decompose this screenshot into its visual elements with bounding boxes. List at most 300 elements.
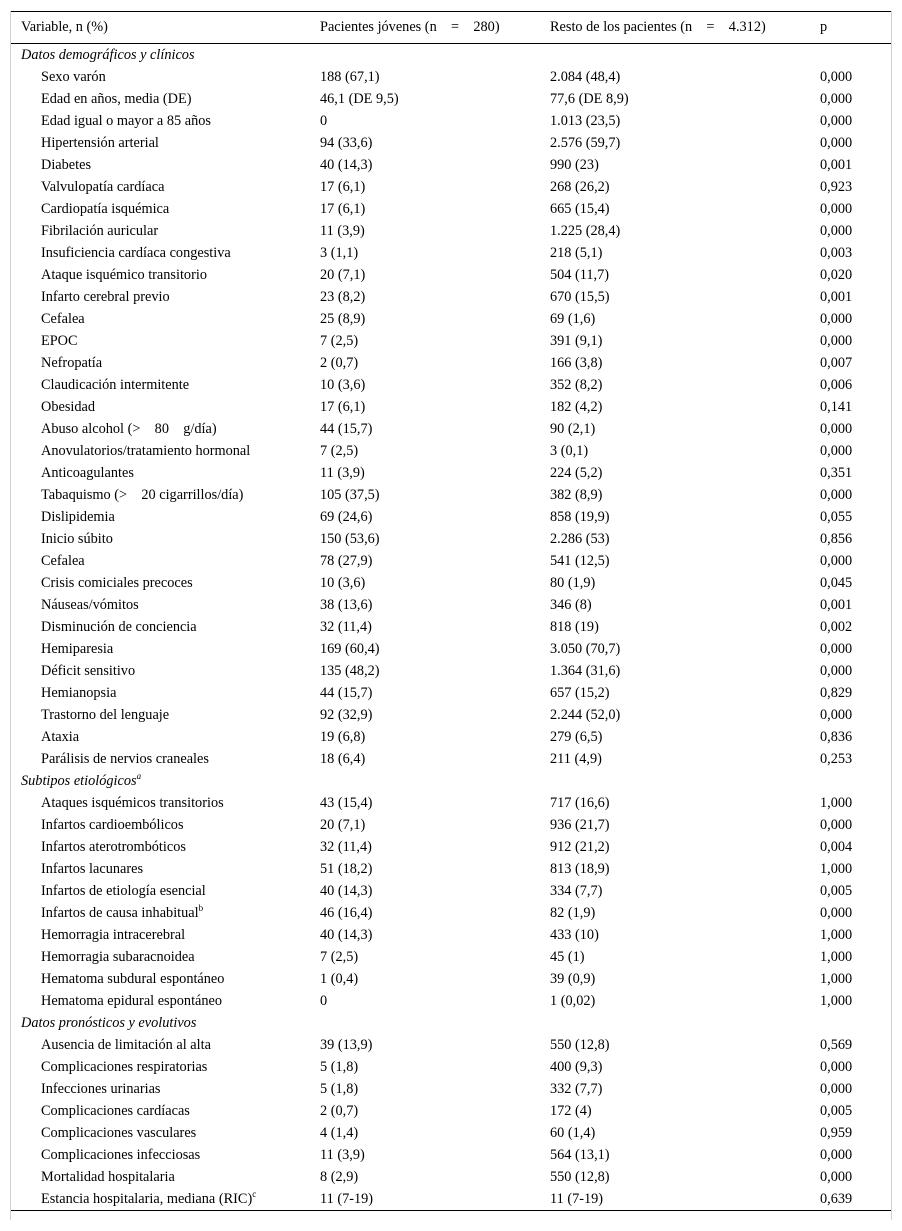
variable-label: Complicaciones infecciosas (41, 1147, 201, 1163)
variable-label: Infartos cardioembólicos (41, 817, 184, 833)
rest-patients-cell: 2.576 (59,7) (550, 135, 621, 151)
rest-patients-cell: 550 (12,8) (550, 1169, 610, 1185)
rest-patients-cell: 400 (9,3) (550, 1059, 603, 1075)
young-patients-cell: 7 (2,5) (320, 949, 359, 965)
young-patients-cell: 19 (6,8) (320, 729, 366, 745)
variable-label: Complicaciones cardíacas (41, 1103, 190, 1119)
rest-patients-cell: 172 (4) (550, 1103, 592, 1119)
p-value-cell: 0,006 (820, 377, 853, 393)
rest-patients-cell: 77,6 (DE 8,9) (550, 91, 629, 107)
variable-cell (11, 990, 310, 1012)
variable-label: Fibrilación auricular (41, 223, 159, 239)
rest-patients-cell: 1.013 (23,5) (550, 113, 621, 129)
table-row (11, 220, 891, 242)
p-value-cell: 1,000 (820, 795, 853, 811)
p-value-cell: 0,141 (820, 399, 853, 415)
young-patients-cell: 38 (13,6) (320, 597, 373, 613)
young-patients-cell: 43 (15,4) (320, 795, 373, 811)
variable-cell (11, 264, 310, 286)
rest-patients-cell: 60 (1,4) (550, 1125, 596, 1141)
young-patients-cell: 135 (48,2) (320, 663, 380, 679)
variable-label: Hemorragia subaracnoidea (41, 949, 195, 965)
table-row (11, 726, 891, 748)
p-value-cell: 0,000 (820, 905, 853, 921)
rest-patients-cell: 90 (2,1) (550, 421, 596, 437)
variable-cell (11, 836, 310, 858)
young-patients-cell: 5 (1,8) (320, 1081, 359, 1097)
rest-patients-cell: 1 (0,02) (550, 993, 596, 1009)
variable-cell (11, 110, 310, 132)
header-row (11, 12, 891, 44)
table-row (11, 946, 891, 968)
variable-cell (11, 220, 310, 242)
table-row (11, 704, 891, 726)
variable-label: Abuso alcohol (> 80 g/día) (41, 421, 217, 437)
p-value-cell: 0,569 (820, 1037, 853, 1053)
variable-label: Inicio súbito (41, 531, 113, 547)
rest-patients-cell: 564 (13,1) (550, 1147, 610, 1163)
young-patients-cell: 32 (11,4) (320, 619, 372, 635)
young-patients-cell: 32 (11,4) (320, 839, 372, 855)
p-value-cell: 1,000 (820, 993, 853, 1009)
variable-label: Dislipidemia (41, 509, 115, 525)
variable-cell (11, 88, 310, 110)
table-row (11, 924, 891, 946)
young-patients-cell: 0 (320, 993, 328, 1009)
p-value-cell: 0,007 (820, 355, 853, 371)
p-value-cell: 1,000 (820, 971, 853, 987)
table-row (11, 132, 891, 154)
p-value-cell: 0,020 (820, 267, 853, 283)
variable-cell (11, 638, 310, 660)
young-patients-cell: 44 (15,7) (320, 685, 373, 701)
p-value-cell: 0,000 (820, 69, 853, 85)
p-value-cell: 0,001 (820, 597, 853, 613)
variable-label: Nefropatía (41, 355, 103, 371)
table-row (11, 242, 891, 264)
variable-label: Infartos de causa inhabitual (41, 905, 199, 921)
variable-label: Infarto cerebral previo (41, 289, 170, 305)
table-row (11, 66, 891, 88)
table-row (11, 462, 891, 484)
section-title-cell (11, 44, 891, 67)
table-row (11, 990, 891, 1012)
variable-label: Edad en años, media (DE) (41, 91, 192, 107)
header-p-value: p (810, 12, 891, 44)
variable-cell (11, 704, 310, 726)
variable-label: Déficit sensitivo (41, 663, 136, 679)
variable-cell (11, 528, 310, 550)
variable-label: EPOC (41, 333, 78, 349)
variable-label: Cardiopatía isquémica (41, 201, 170, 217)
p-value-cell: 0,923 (820, 179, 853, 195)
table-row (11, 902, 891, 924)
p-value-cell: 0,351 (820, 465, 853, 481)
variable-cell (11, 660, 310, 682)
p-value-cell: 0,000 (820, 641, 853, 657)
variable-cell (11, 176, 310, 198)
p-value-cell: 0,004 (820, 839, 853, 855)
young-patients-cell: 105 (37,5) (320, 487, 380, 503)
rest-patients-cell: 665 (15,4) (550, 201, 610, 217)
variable-label: Disminución de conciencia (41, 619, 197, 635)
table-row (11, 1100, 891, 1122)
section-header-row (11, 44, 891, 67)
section-title: Datos demográficos y clínicos (21, 47, 195, 63)
variable-label: Anovulatorios/tratamiento hormonal (41, 443, 251, 459)
p-value-cell: 0,005 (820, 883, 853, 899)
variable-label: Edad igual o mayor a 85 años (41, 113, 211, 129)
p-value-cell: 0,000 (820, 333, 853, 349)
young-patients-cell: 0 (320, 113, 328, 129)
table-row (11, 1144, 891, 1166)
rest-patients-cell: 45 (1) (550, 949, 585, 965)
header-young-patients: Pacientes jóvenes (n = 280) (310, 12, 540, 44)
variable-cell (11, 132, 310, 154)
variable-label: Hemiparesia (41, 641, 114, 657)
p-value-cell: 0,253 (820, 751, 853, 767)
variable-cell (11, 1078, 310, 1100)
young-patients-cell: 169 (60,4) (320, 641, 380, 657)
header-rest-patients: Resto de los pacientes (n = 4.312) (540, 12, 810, 44)
p-value-cell: 0,000 (820, 311, 853, 327)
rest-patients-cell: 550 (12,8) (550, 1037, 610, 1053)
variable-cell (11, 506, 310, 528)
rest-patients-cell: 346 (8) (550, 597, 592, 613)
young-patients-cell: 92 (32,9) (320, 707, 373, 723)
rest-patients-cell: 541 (12,5) (550, 553, 610, 569)
variable-label: Hipertensión arterial (41, 135, 159, 151)
variable-cell (11, 462, 310, 484)
p-value-cell: 0,000 (820, 135, 853, 151)
rest-patients-cell: 166 (3,8) (550, 355, 603, 371)
table-row (11, 1034, 891, 1056)
variable-label: Complicaciones vasculares (41, 1125, 197, 1141)
variable-cell (11, 924, 310, 946)
rest-patients-cell: 211 (4,9) (550, 751, 602, 767)
rest-patients-cell: 818 (19) (550, 619, 599, 635)
variable-cell (11, 1166, 310, 1188)
variable-label: Crisis comiciales precoces (41, 575, 193, 591)
variable-cell (11, 594, 310, 616)
data-table-container (11, 11, 891, 1211)
variable-cell (11, 550, 310, 572)
p-value-cell: 0,856 (820, 531, 853, 547)
variable-cell (11, 572, 310, 594)
young-patients-cell: 11 (3,9) (320, 1147, 365, 1163)
rest-patients-cell: 1.364 (31,6) (550, 663, 621, 679)
variable-label: Náuseas/vómitos (41, 597, 139, 613)
footnote-marker: a (136, 771, 142, 782)
p-value-cell: 0,000 (820, 113, 853, 129)
p-value-cell: 0,000 (820, 1059, 853, 1075)
p-value-cell: 0,055 (820, 509, 853, 525)
young-patients-cell: 5 (1,8) (320, 1059, 359, 1075)
variable-label: Hemianopsia (41, 685, 117, 701)
table-row (11, 286, 891, 308)
variable-label: Tabaquismo (> 20 cigarrillos/día) (41, 487, 244, 503)
table-row (11, 528, 891, 550)
table-row (11, 836, 891, 858)
variable-label: Mortalidad hospitalaria (41, 1169, 175, 1185)
table-row (11, 308, 891, 330)
variable-label: Insuficiencia cardíaca congestiva (41, 245, 231, 261)
rest-patients-cell: 717 (16,6) (550, 795, 610, 811)
young-patients-cell: 40 (14,3) (320, 927, 373, 943)
variable-cell (11, 1056, 310, 1078)
p-value-cell: 0,000 (820, 1081, 853, 1097)
table-row (11, 748, 891, 770)
p-value-cell: 0,000 (820, 487, 853, 503)
variable-cell (11, 198, 310, 220)
variable-cell (11, 682, 310, 704)
young-patients-cell: 94 (33,6) (320, 135, 373, 151)
footnote-marker: c (252, 1189, 257, 1200)
table-row (11, 660, 891, 682)
rest-patients-cell: 218 (5,1) (550, 245, 603, 261)
p-value-cell: 0,000 (820, 707, 853, 723)
p-value-cell: 0,005 (820, 1103, 853, 1119)
variable-label: Anticoagulantes (41, 465, 134, 481)
young-patients-cell: 3 (1,1) (320, 245, 359, 261)
table-row (11, 968, 891, 990)
rest-patients-cell: 39 (0,9) (550, 971, 596, 987)
section-title: Datos pronósticos y evolutivos (21, 1015, 197, 1031)
young-patients-cell: 7 (2,5) (320, 333, 359, 349)
rest-patients-cell: 936 (21,7) (550, 817, 610, 833)
table-row (11, 858, 891, 880)
variable-label: Ataques isquémicos transitorios (41, 795, 224, 811)
rest-patients-cell: 990 (23) (550, 157, 599, 173)
rest-patients-cell: 912 (21,2) (550, 839, 610, 855)
variable-cell (11, 440, 310, 462)
table-row (11, 440, 891, 462)
young-patients-cell: 10 (3,6) (320, 377, 366, 393)
table-row (11, 330, 891, 352)
variable-cell (11, 880, 310, 902)
table-row (11, 352, 891, 374)
rest-patients-cell: 657 (15,2) (550, 685, 610, 701)
young-patients-cell: 1 (0,4) (320, 971, 359, 987)
p-value-cell: 0,000 (820, 223, 853, 239)
p-value-cell: 0,000 (820, 553, 853, 569)
variable-label: Diabetes (41, 157, 92, 173)
rest-patients-cell: 80 (1,9) (550, 575, 596, 591)
rest-patients-cell: 382 (8,9) (550, 487, 603, 503)
table-row (11, 572, 891, 594)
rest-patients-cell: 2.084 (48,4) (550, 69, 621, 85)
table-row (11, 1122, 891, 1144)
variable-label: Ausencia de limitación al alta (41, 1037, 211, 1053)
table-row (11, 396, 891, 418)
rest-patients-cell: 268 (26,2) (550, 179, 610, 195)
section-title-cell (11, 770, 891, 792)
p-value-cell: 0,000 (820, 663, 853, 679)
rest-patients-cell: 1.225 (28,4) (550, 223, 621, 239)
data-table (11, 11, 891, 1211)
young-patients-cell: 39 (13,9) (320, 1037, 373, 1053)
table-row (11, 176, 891, 198)
young-patients-cell: 2 (0,7) (320, 1103, 359, 1119)
table-row (11, 1078, 891, 1100)
p-value-cell: 0,003 (820, 245, 853, 261)
variable-label: Cefalea (41, 311, 85, 327)
rest-patients-cell: 82 (1,9) (550, 905, 596, 921)
variable-label: Hemorragia intracerebral (41, 927, 186, 943)
table-header (11, 12, 891, 44)
variable-label: Infecciones urinarias (41, 1081, 161, 1097)
variable-cell (11, 858, 310, 880)
variable-cell (11, 286, 310, 308)
table-row (11, 1166, 891, 1188)
young-patients-cell: 51 (18,2) (320, 861, 373, 877)
variable-label: Obesidad (41, 399, 95, 415)
young-patients-cell: 11 (3,9) (320, 223, 365, 239)
rest-patients-cell: 11 (7-19) (540, 1188, 810, 1211)
table-row (11, 264, 891, 286)
table-row (11, 484, 891, 506)
variable-cell (11, 1034, 310, 1056)
p-value-cell: 0,002 (820, 619, 853, 635)
rest-patients-cell: 334 (7,7) (550, 883, 603, 899)
variable-cell (11, 308, 310, 330)
rest-patients-cell: 3.050 (70,7) (550, 641, 621, 657)
p-value-cell: 1,000 (820, 949, 853, 965)
variable-cell (11, 1100, 310, 1122)
variable-label: Infartos de etiología esencial (41, 883, 206, 899)
variable-cell (11, 1122, 310, 1144)
variable-cell (11, 374, 310, 396)
variable-cell (11, 418, 310, 440)
rest-patients-cell: 224 (5,2) (550, 465, 603, 481)
section-title-cell (11, 1012, 891, 1034)
variable-label: Infartos lacunares (41, 861, 144, 877)
header-variable: Variable, n (%) (11, 12, 310, 44)
young-patients-cell: 25 (8,9) (320, 311, 366, 327)
variable-label: Sexo varón (41, 69, 106, 85)
table-body (11, 44, 891, 1211)
young-patients-cell: 11 (3,9) (320, 465, 365, 481)
young-patients-cell: 23 (8,2) (320, 289, 366, 305)
table-row (11, 814, 891, 836)
young-patients-cell: 20 (7,1) (320, 267, 366, 283)
variable-cell (11, 330, 310, 352)
p-value-cell: 0,836 (820, 729, 853, 745)
rest-patients-cell: 69 (1,6) (550, 311, 596, 327)
young-patients-cell: 17 (6,1) (320, 179, 366, 195)
p-value-cell: 0,000 (820, 91, 853, 107)
p-value-cell: 0,959 (820, 1125, 853, 1141)
table-row (11, 418, 891, 440)
table-row (11, 638, 891, 660)
variable-label: Trastorno del lenguaje (41, 707, 170, 723)
variable-cell (11, 352, 310, 374)
rest-patients-cell: 391 (9,1) (550, 333, 603, 349)
variable-label: Ataque isquémico transitorio (41, 267, 207, 283)
table-row (11, 594, 891, 616)
young-patients-cell: 4 (1,4) (320, 1125, 359, 1141)
young-patients-cell: 150 (53,6) (320, 531, 380, 547)
variable-cell (11, 154, 310, 176)
rest-patients-cell: 504 (11,7) (550, 267, 610, 283)
variable-cell (11, 484, 310, 506)
young-patients-cell: 2 (0,7) (320, 355, 359, 371)
variable-cell (11, 968, 310, 990)
young-patients-cell: 78 (27,9) (320, 553, 373, 569)
young-patients-cell: 11 (7-19) (310, 1188, 540, 1211)
rest-patients-cell: 2.286 (53) (550, 531, 610, 547)
table-row (11, 550, 891, 572)
variable-label: Claudicación intermitente (41, 377, 190, 393)
young-patients-cell: 44 (15,7) (320, 421, 373, 437)
young-patients-cell: 8 (2,9) (320, 1169, 359, 1185)
rest-patients-cell: 670 (15,5) (550, 289, 610, 305)
rest-patients-cell: 813 (18,9) (550, 861, 610, 877)
table-row (11, 880, 891, 902)
table-row (11, 1188, 891, 1211)
variable-cell (11, 726, 310, 748)
variable-cell (11, 1188, 310, 1211)
rest-patients-cell: 332 (7,7) (550, 1081, 603, 1097)
young-patients-cell: 17 (6,1) (320, 201, 366, 217)
p-value-cell: 0,045 (820, 575, 853, 591)
variable-label: Valvulopatía cardíaca (41, 179, 165, 195)
p-value-cell: 0,639 (810, 1188, 891, 1211)
footnote-marker: b (198, 903, 204, 914)
section-title: Subtipos etiológicos (21, 773, 137, 789)
variable-cell (11, 902, 310, 924)
young-patients-cell: 46,1 (DE 9,5) (320, 91, 399, 107)
variable-label: Ataxia (41, 729, 80, 745)
young-patients-cell: 69 (24,6) (320, 509, 373, 525)
variable-label: Infartos aterotrombóticos (41, 839, 186, 855)
variable-cell (11, 66, 310, 88)
table-row (11, 792, 891, 814)
variable-cell (11, 748, 310, 770)
variable-cell (11, 242, 310, 264)
table-row (11, 198, 891, 220)
p-value-cell: 0,000 (820, 421, 853, 437)
young-patients-cell: 10 (3,6) (320, 575, 366, 591)
rest-patients-cell: 182 (4,2) (550, 399, 603, 415)
table-row (11, 1056, 891, 1078)
variable-cell (11, 1144, 310, 1166)
rest-patients-cell: 3 (0,1) (550, 443, 589, 459)
young-patients-cell: 20 (7,1) (320, 817, 366, 833)
section-header-row (11, 770, 891, 792)
rest-patients-cell: 433 (10) (550, 927, 599, 943)
p-value-cell: 0,829 (820, 685, 853, 701)
table-row (11, 506, 891, 528)
variable-cell (11, 396, 310, 418)
variable-label: Hematoma subdural espontáneo (41, 971, 225, 987)
young-patients-cell: 40 (14,3) (320, 883, 373, 899)
p-value-cell: 0,000 (820, 443, 853, 459)
p-value-cell: 0,000 (820, 1147, 853, 1163)
p-value-cell: 0,001 (820, 289, 853, 305)
rest-patients-cell: 352 (8,2) (550, 377, 603, 393)
young-patients-cell: 188 (67,1) (320, 69, 380, 85)
table-right-border (891, 11, 892, 1220)
variable-cell (11, 814, 310, 836)
young-patients-cell: 7 (2,5) (320, 443, 359, 459)
rest-patients-cell: 2.244 (52,0) (550, 707, 621, 723)
table-row (11, 616, 891, 638)
p-value-cell: 1,000 (820, 927, 853, 943)
variable-label: Estancia hospitalaria, mediana (RIC) (41, 1191, 253, 1207)
rest-patients-cell: 858 (19,9) (550, 509, 610, 525)
young-patients-cell: 17 (6,1) (320, 399, 366, 415)
